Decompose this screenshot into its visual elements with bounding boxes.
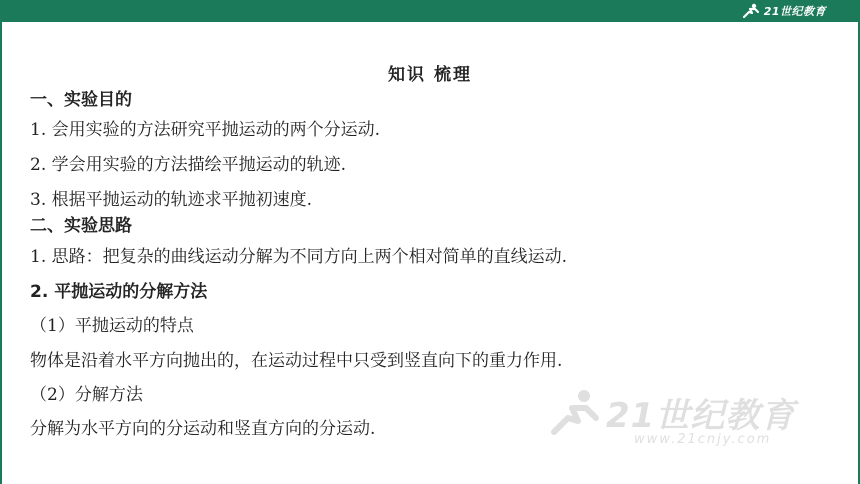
slide-title: 知识 梳理 [388,65,472,85]
watermark-brand: 21世纪教育 [606,396,796,436]
section-heading-approach: 二、实验思路 [30,216,132,236]
purpose-item-2: 2. 学会用实验的方法描绘平抛运动的轨迹. [30,155,347,175]
purpose-item-3: 3. 根据平抛运动的轨迹求平抛初速度. [30,190,313,210]
runner-icon [741,3,761,19]
left-border [0,22,2,484]
characteristics-text: 物体是沿着水平方向抛出的，在运动过程中只受到竖直向下的重力作用. [30,351,563,371]
watermark [548,384,848,456]
brand-logo [741,2,826,20]
watermark-url: www.21cnjy.com [634,432,772,447]
approach-item-1: 1. 思路：把复杂的曲线运动分解为不同方向上两个相对简单的直线运动. [30,247,568,267]
logo-text: 21世纪教育 [763,5,826,18]
purpose-item-1: 1. 会用实验的方法研究平抛运动的两个分运动. [30,120,381,140]
method-text: 分解为水平方向的分运动和竖直方向的分运动. [30,419,376,439]
section-heading-purpose: 一、实验目的 [30,90,132,110]
approach-item-2: 2. 平抛运动的分解方法 [30,282,208,302]
subsection-characteristics: （1）平抛运动的特点 [30,316,194,336]
watermark-runner-icon [548,388,604,438]
header-bar [0,0,860,22]
subsection-method: （2）分解方法 [30,385,143,405]
